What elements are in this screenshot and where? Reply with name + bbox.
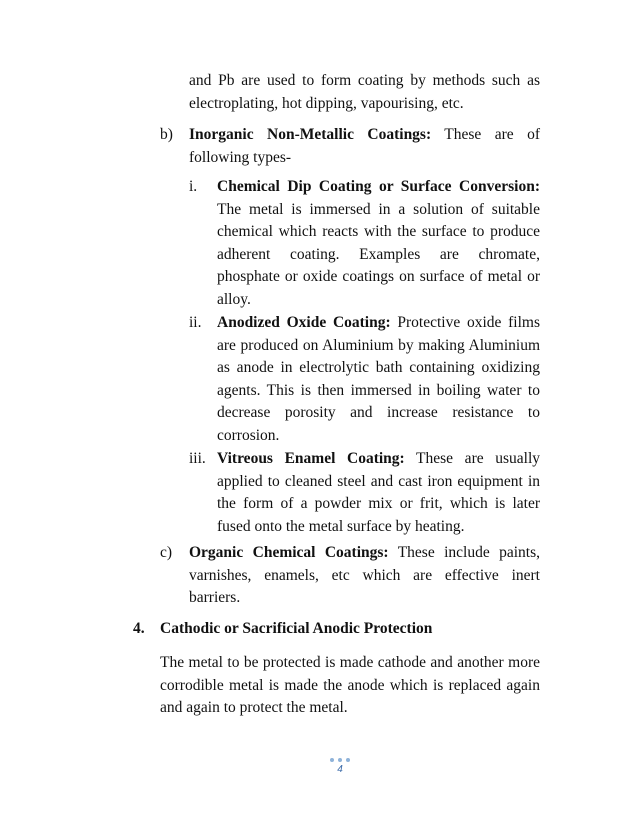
item-b-title: Inorganic Non-Metallic Coatings: (189, 126, 432, 143)
item-b-ii-text: Protective oxide films are produced on Aluminium by making Aluminium as anode in electrolytic bath containing oxidizing agents. This is then immersed in boiling water to decrease porosity and increase resistance to corrosion. (217, 314, 540, 444)
item-c-text: These include paints, varnishes, enamels, etc which are effective inert barriers. (189, 544, 540, 606)
footer-dot (338, 758, 342, 762)
item-b-ii-title: Anodized Oxide Coating: (217, 314, 391, 331)
page-number: 4 (337, 764, 343, 775)
item-c-paragraph (189, 542, 540, 610)
item-b-marker: b) (160, 126, 173, 143)
item-b-paragraph (189, 124, 540, 169)
item-b-text: These are of following types- (189, 126, 541, 166)
item-c-marker: c) (160, 544, 173, 561)
item-c-title: Organic Chemical Coatings: (189, 544, 389, 561)
item-b-iii-text: These are usually applied to cleaned steel and cast iron equipment in the form of a powder mix or frit, which is later fused onto the metal surface by heating. (217, 450, 540, 535)
item-b-iii-paragraph (217, 448, 540, 538)
item-b-iii-marker: iii. (189, 450, 206, 467)
section-4-title: Cathodic or Sacrificial Anodic Protection (160, 620, 433, 637)
intro-paragraph: and Pb are used to form coating by methods such as electroplating, hot dipping, vapourising, etc. (189, 72, 540, 112)
section-4-number: 4. (133, 620, 145, 637)
item-b-ii-marker: ii. (189, 314, 202, 331)
item-b-ii-paragraph (217, 312, 540, 447)
item-b-i-title: Chemical Dip Coating or Surface Conversion: (217, 178, 540, 195)
item-b-i-text: The metal is immersed in a solution of suitable chemical which reacts with the surface to produce adherent coating. Examples are chromate, phosphate or oxide coatings on surface of metal or alloy. (217, 200, 540, 308)
footer-dot (330, 758, 334, 762)
footer-dot (346, 758, 350, 762)
item-b-i-marker: i. (189, 178, 198, 195)
item-b-iii-title: Vitreous Enamel Coating: (217, 450, 405, 467)
section-4-paragraph: The metal to be protected is made cathode and another more corrodible metal is made the anode which is replaced again and again to protect the metal. (160, 654, 540, 716)
item-b-i-paragraph (217, 176, 540, 311)
